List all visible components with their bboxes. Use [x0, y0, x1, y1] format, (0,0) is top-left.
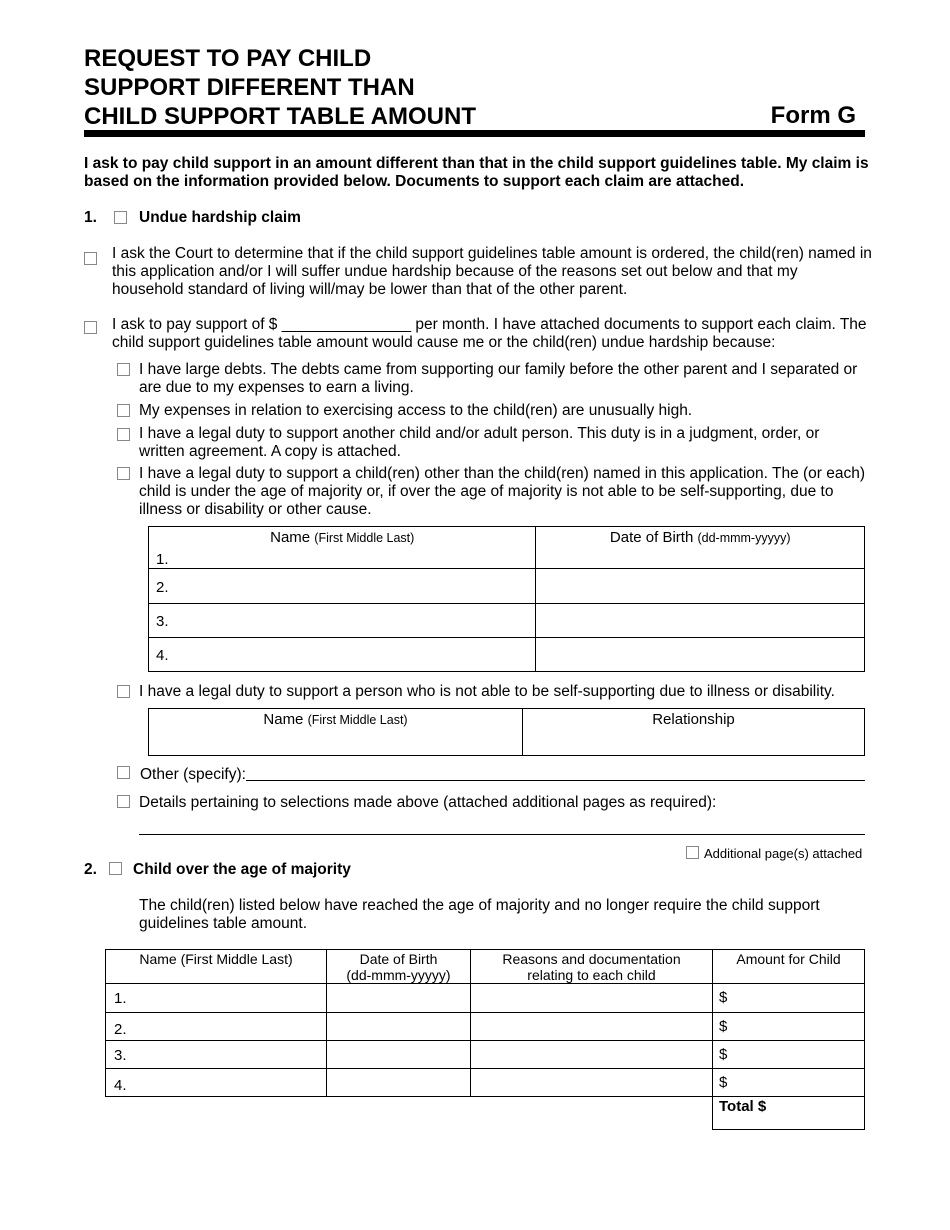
children-dob-cell-2[interactable] [536, 569, 865, 604]
majority-dob-cell-2[interactable] [327, 1013, 471, 1041]
person-table [148, 708, 865, 756]
access-expenses-checkbox[interactable] [117, 404, 130, 417]
dollar-sign: $ [719, 1018, 728, 1035]
majority-name-cell-1[interactable] [106, 984, 327, 1013]
other-specify-checkbox[interactable] [117, 766, 130, 779]
person-name-header: Name (First Middle Last) [263, 711, 408, 728]
section2-title: Child over the age of majority [133, 861, 351, 878]
majority-dob-cell-3[interactable] [327, 1041, 471, 1069]
children-name-header: Name (First Middle Last) [270, 529, 415, 546]
dollar-sign: $ [719, 989, 728, 1006]
children-dob-cell-1[interactable] [536, 527, 865, 569]
legal-duty-checkbox[interactable] [117, 428, 130, 441]
majority-reasons-cell-1[interactable] [471, 984, 713, 1013]
children-dob-cell-3[interactable] [536, 604, 865, 638]
age-of-majority-checkbox[interactable] [109, 862, 122, 875]
header-rule [84, 130, 865, 137]
majority-reasons-cell-2[interactable] [471, 1013, 713, 1041]
majority-reasons-header: Reasons and documentation relating to each child [471, 950, 713, 984]
majority-dob-cell-1[interactable] [327, 984, 471, 1013]
section1-para2: I ask to pay support of $ _______________ per month. I have attached documents to support each claim. The child support guidelines table amount would cause me or the child(ren) undue hardship because: [112, 316, 867, 351]
reason-other-child: I have a legal duty to support a child(ren) other than the child(ren) named in this application. The (or each) child is under the age of majority or, if over the age of majority is not able to be self-supporting, due to illness or disability or other cause. [139, 465, 866, 518]
determine-hardship-checkbox[interactable] [84, 252, 97, 265]
reason-legal-duty: I have a legal duty to support another child and/or adult person. This duty is in a judgment, order, or written agreement. A copy is attached. [139, 425, 820, 460]
row-number: 2. [114, 1021, 127, 1038]
majority-amount-cell-2[interactable] [713, 1013, 865, 1041]
row-number: 1. [156, 551, 169, 568]
row-number: 2. [156, 579, 169, 596]
section2-description: The child(ren) listed below have reached the age of majority and no longer require the child support guidelines table amount. [139, 897, 820, 932]
section1-para1: I ask the Court to determine that if the child support guidelines table amount is ordered, the child(ren) named in this application and/or I will suffer undue hardship because of the reasons set out below and that my household standard of living will/may be lower than that of the other parent. [112, 245, 872, 298]
children-name-cell-2[interactable] [149, 569, 536, 604]
additional-pages-checkbox[interactable] [686, 846, 699, 859]
row-number: 3. [114, 1047, 127, 1064]
majority-amount-cell-4[interactable] [713, 1069, 865, 1097]
children-dob-header: Date of Birth (dd-mmm-yyyyy) [609, 529, 791, 546]
children-name-cell-3[interactable] [149, 604, 536, 638]
majority-blank-cell [471, 1097, 713, 1130]
form-title [84, 44, 476, 131]
person-relationship-cell[interactable] [523, 709, 865, 756]
person-name-cell[interactable] [149, 709, 523, 756]
majority-blank-cell [327, 1097, 471, 1130]
row-number: 3. [156, 613, 169, 630]
title-line-1: REQUEST TO PAY CHILD [84, 45, 372, 72]
dollar-sign: $ [719, 1074, 728, 1091]
majority-dob-header: Date of Birth (dd-mmm-yyyyy) [327, 950, 471, 984]
details-label: Details pertaining to selections made above (attached additional pages as required): [139, 794, 717, 811]
disability-checkbox[interactable] [117, 685, 130, 698]
majority-name-cell-4[interactable] [106, 1069, 327, 1097]
title-line-2: SUPPORT DIFFERENT THAN [84, 74, 415, 101]
row-number: 1. [114, 990, 127, 1007]
majority-total-cell[interactable] [713, 1097, 865, 1130]
reason-access-expenses: My expenses in relation to exercising access to the child(ren) are unusually high. [139, 402, 693, 419]
title-line-3: CHILD SUPPORT TABLE AMOUNT [84, 103, 476, 130]
reason-disability: I have a legal duty to support a person who is not able to be self-supporting due to illness or disability. [139, 683, 835, 700]
majority-name-cell-2[interactable] [106, 1013, 327, 1041]
other-specify-input[interactable] [246, 780, 865, 781]
majority-name-cell-3[interactable] [106, 1041, 327, 1069]
other-specify-label: Other (specify): [140, 766, 246, 783]
row-number: 4. [114, 1077, 127, 1094]
reason-large-debts: I have large debts. The debts came from supporting our family before the other parent and I separated or are due to my expenses to earn a living. [139, 361, 858, 396]
majority-reasons-cell-4[interactable] [471, 1069, 713, 1097]
other-child-checkbox[interactable] [117, 467, 130, 480]
details-checkbox[interactable] [117, 795, 130, 808]
pay-support-checkbox[interactable] [84, 321, 97, 334]
majority-amount-cell-1[interactable] [713, 984, 865, 1013]
details-input[interactable] [139, 834, 865, 835]
intro-text: I ask to pay child support in an amount different than that in the child support guidelines table. My claim is based on the information provided below. Documents to support each claim are attached. [84, 155, 869, 190]
children-name-cell-1[interactable] [149, 527, 536, 569]
children-table [148, 526, 865, 672]
form-label: Form G [770, 102, 856, 129]
dollar-sign: $ [719, 1046, 728, 1063]
additional-pages-label: Additional page(s) attached [704, 846, 863, 861]
section1-title: Undue hardship claim [139, 209, 301, 226]
majority-amount-header: Amount for Child [713, 950, 865, 984]
majority-name-header: Name (First Middle Last) [106, 950, 327, 984]
majority-reasons-cell-3[interactable] [471, 1041, 713, 1069]
majority-table [105, 949, 865, 1130]
row-number: 4. [156, 647, 169, 664]
children-dob-cell-4[interactable] [536, 638, 865, 672]
majority-amount-cell-3[interactable] [713, 1041, 865, 1069]
section2-number: 2. [84, 861, 97, 878]
undue-hardship-checkbox[interactable] [114, 211, 127, 224]
person-relationship-header: Relationship [652, 711, 735, 728]
section1-number: 1. [84, 209, 97, 226]
children-name-cell-4[interactable] [149, 638, 536, 672]
large-debts-checkbox[interactable] [117, 363, 130, 376]
majority-blank-cell [106, 1097, 327, 1130]
majority-dob-cell-4[interactable] [327, 1069, 471, 1097]
total-label: Total $ [719, 1098, 767, 1115]
